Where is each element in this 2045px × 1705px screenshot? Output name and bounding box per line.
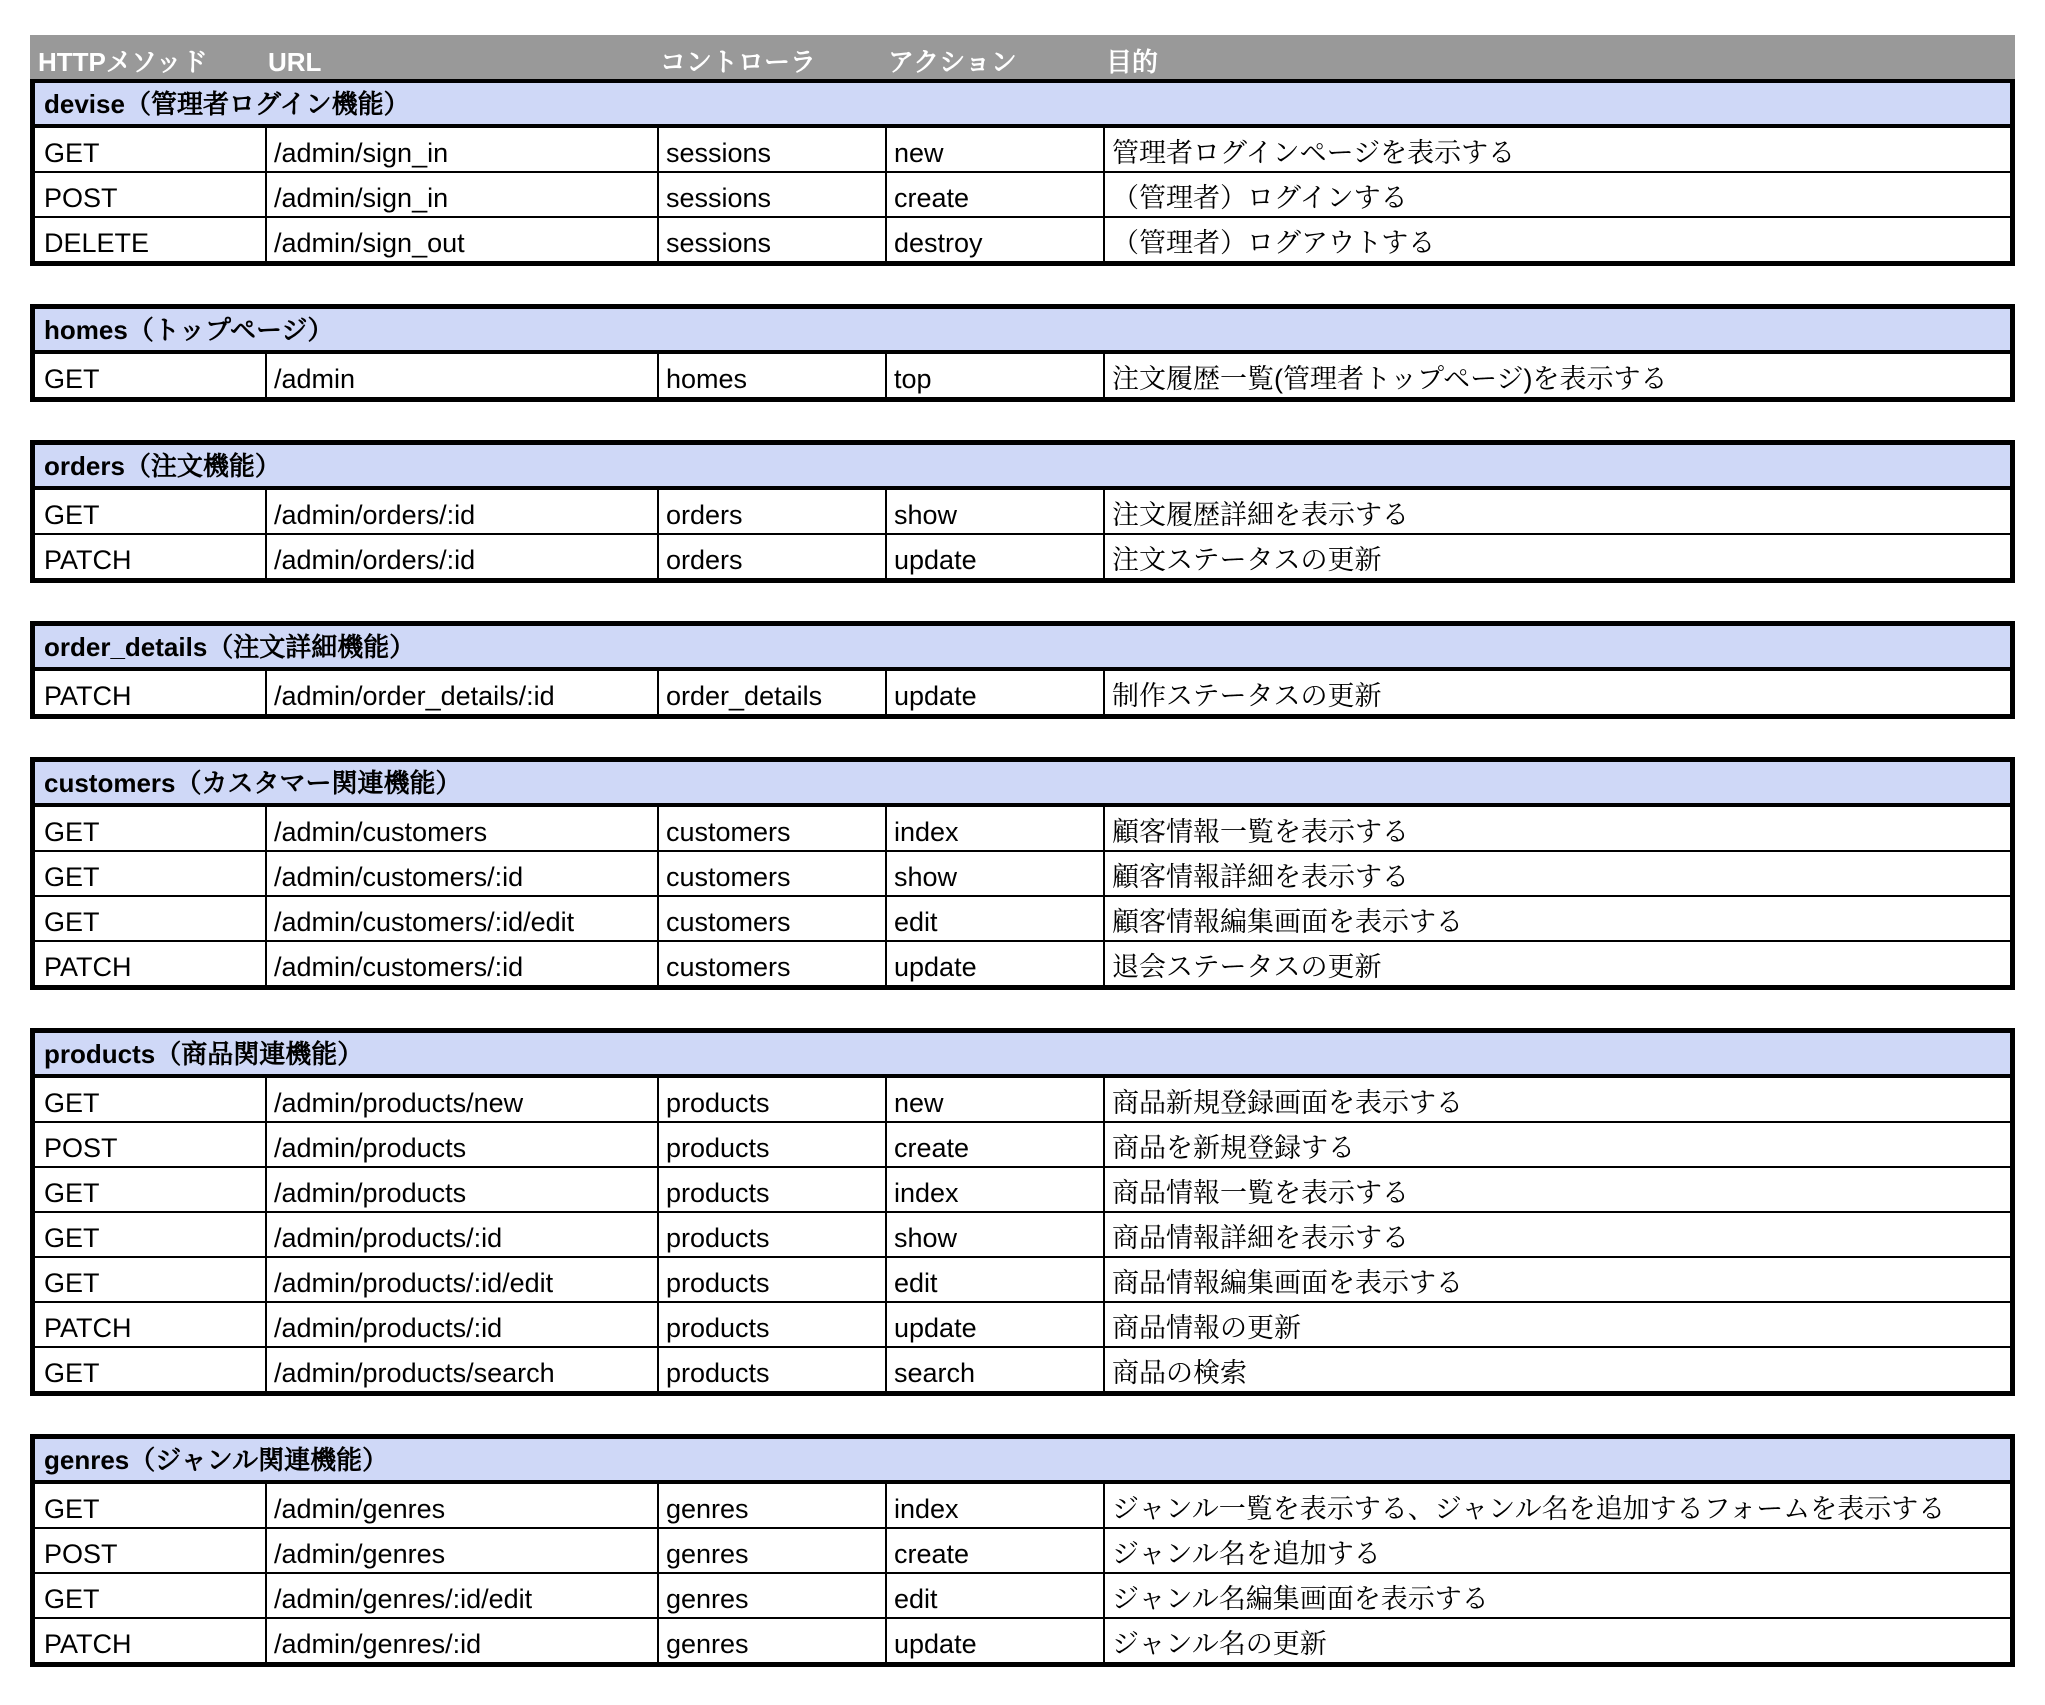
cell-action: update: [885, 942, 1103, 985]
route-section: [30, 1028, 2015, 1396]
table-row: [35, 1301, 2010, 1346]
column-header-purpose: 目的: [1106, 47, 1159, 77]
table-row: [35, 1484, 2010, 1527]
table-row: [35, 1211, 2010, 1256]
table-row: [35, 1166, 2010, 1211]
cell-controller: customers: [657, 897, 885, 940]
cell-action: edit: [885, 1258, 1103, 1301]
cell-purpose: 顧客情報詳細を表示する: [1103, 852, 2010, 895]
cell-url: /admin/sign_in: [265, 128, 657, 171]
cell-purpose: （管理者）ログアウトする: [1103, 218, 2010, 261]
cell-http-method: GET: [44, 1223, 100, 1253]
cell-purpose: 商品情報詳細を表示する: [1103, 1213, 2010, 1256]
cell-url: /admin: [265, 354, 657, 397]
cell-controller: customers: [657, 807, 885, 850]
cell-purpose: 制作ステータスの更新: [1103, 671, 2010, 714]
cell-controller: products: [657, 1258, 885, 1301]
table-row: [35, 850, 2010, 895]
cell-controller: products: [657, 1168, 885, 1211]
cell-purpose: 顧客情報編集画面を表示する: [1103, 897, 2010, 940]
cell-action: index: [885, 1484, 1103, 1527]
cell-action: destroy: [885, 218, 1103, 261]
cell-controller: sessions: [657, 128, 885, 171]
table-row: [35, 171, 2010, 216]
cell-url: /admin/orders/:id: [265, 490, 657, 533]
cell-url: /admin/genres/:id/edit: [265, 1574, 657, 1617]
cell-url: /admin/products/new: [265, 1078, 657, 1121]
cell-purpose: ジャンル名を追加する: [1103, 1529, 2010, 1572]
cell-purpose: （管理者）ログインする: [1103, 173, 2010, 216]
section-title: order_details（注文詳細機能）: [35, 626, 2010, 671]
cell-purpose: 管理者ログインページを表示する: [1103, 128, 2010, 171]
cell-url: /admin/orders/:id: [265, 535, 657, 578]
cell-action: update: [885, 1303, 1103, 1346]
cell-http-method: GET: [44, 1494, 100, 1524]
table-row: [35, 533, 2010, 578]
cell-http-method: GET: [44, 817, 100, 847]
cell-url: /admin/sign_in: [265, 173, 657, 216]
cell-purpose: 顧客情報一覧を表示する: [1103, 807, 2010, 850]
table-row: [35, 807, 2010, 850]
cell-action: update: [885, 1619, 1103, 1662]
cell-http-method: POST: [44, 1539, 118, 1569]
column-header-url: URL: [268, 47, 322, 77]
table-row: [35, 1617, 2010, 1662]
table-row: [35, 354, 2010, 397]
cell-controller: genres: [657, 1484, 885, 1527]
cell-url: /admin/customers/:id/edit: [265, 897, 657, 940]
cell-http-method: GET: [44, 1584, 100, 1614]
section-title: products（商品関連機能）: [35, 1033, 2010, 1078]
cell-controller: genres: [657, 1619, 885, 1662]
cell-action: edit: [885, 1574, 1103, 1617]
cell-url: /admin/customers/:id: [265, 852, 657, 895]
table-row: [35, 1346, 2010, 1391]
cell-purpose: 注文履歴詳細を表示する: [1103, 490, 2010, 533]
cell-http-method: GET: [44, 1268, 100, 1298]
route-section: [30, 304, 2015, 402]
route-section: [30, 621, 2015, 719]
cell-http-method: GET: [44, 138, 100, 168]
table-row: [35, 490, 2010, 533]
cell-action: index: [885, 807, 1103, 850]
cell-action: update: [885, 535, 1103, 578]
section-title: devise（管理者ログイン機能）: [35, 83, 2010, 128]
cell-action: search: [885, 1348, 1103, 1391]
cell-action: edit: [885, 897, 1103, 940]
section-title: homes（トップページ）: [35, 309, 2010, 354]
cell-http-method: PATCH: [44, 952, 132, 982]
cell-action: index: [885, 1168, 1103, 1211]
cell-action: show: [885, 1213, 1103, 1256]
cell-http-method: GET: [44, 907, 100, 937]
cell-purpose: ジャンル名編集画面を表示する: [1103, 1574, 2010, 1617]
route-section: [30, 79, 2015, 266]
table-row: [35, 940, 2010, 985]
cell-controller: orders: [657, 535, 885, 578]
cell-controller: customers: [657, 942, 885, 985]
table-row: [35, 1078, 2010, 1121]
cell-url: /admin/genres: [265, 1484, 657, 1527]
cell-purpose: 注文履歴一覧(管理者トップページ)を表示する: [1103, 354, 2010, 397]
cell-purpose: 商品情報一覧を表示する: [1103, 1168, 2010, 1211]
cell-http-method: GET: [44, 862, 100, 892]
cell-http-method: PATCH: [44, 1629, 132, 1659]
cell-url: /admin/products: [265, 1123, 657, 1166]
cell-http-method: PATCH: [44, 545, 132, 575]
cell-url: /admin/customers: [265, 807, 657, 850]
cell-purpose: ジャンル名の更新: [1103, 1619, 2010, 1662]
cell-url: /admin/products/search: [265, 1348, 657, 1391]
cell-controller: sessions: [657, 218, 885, 261]
column-header-action: アクション: [888, 47, 1017, 77]
route-section: [30, 1434, 2015, 1667]
cell-action: create: [885, 1529, 1103, 1572]
cell-controller: products: [657, 1303, 885, 1346]
route-section: [30, 757, 2015, 990]
cell-purpose: 商品情報の更新: [1103, 1303, 2010, 1346]
cell-purpose: 商品情報編集画面を表示する: [1103, 1258, 2010, 1301]
cell-url: /admin/products/:id: [265, 1213, 657, 1256]
table-row: [35, 1572, 2010, 1617]
table-row: [35, 128, 2010, 171]
cell-url: /admin/products: [265, 1168, 657, 1211]
section-title: orders（注文機能）: [35, 445, 2010, 490]
routes-sheet: [30, 35, 2015, 1705]
route-sections: [30, 79, 2015, 1667]
cell-action: create: [885, 173, 1103, 216]
cell-purpose: 退会ステータスの更新: [1103, 942, 2010, 985]
cell-controller: sessions: [657, 173, 885, 216]
table-row: [35, 1121, 2010, 1166]
column-header-controller: コントローラ: [660, 47, 817, 77]
table-row: [35, 216, 2010, 261]
cell-controller: customers: [657, 852, 885, 895]
table-row: [35, 1527, 2010, 1572]
cell-controller: homes: [657, 354, 885, 397]
cell-http-method: DELETE: [44, 228, 150, 258]
cell-url: /admin/order_details/:id: [265, 671, 657, 714]
cell-http-method: POST: [44, 1133, 118, 1163]
cell-action: show: [885, 490, 1103, 533]
cell-url: /admin/genres/:id: [265, 1619, 657, 1662]
cell-purpose: ジャンル一覧を表示する、ジャンル名を追加するフォームを表示する: [1103, 1484, 2010, 1527]
section-title: genres（ジャンル関連機能）: [35, 1439, 2010, 1484]
route-section: [30, 440, 2015, 583]
cell-http-method: GET: [44, 1178, 100, 1208]
cell-url: /admin/sign_out: [265, 218, 657, 261]
cell-controller: products: [657, 1213, 885, 1256]
cell-url: /admin/products/:id/edit: [265, 1258, 657, 1301]
cell-http-method: GET: [44, 364, 100, 394]
cell-controller: order_details: [657, 671, 885, 714]
cell-controller: genres: [657, 1574, 885, 1617]
cell-action: new: [885, 1078, 1103, 1121]
cell-url: /admin/customers/:id: [265, 942, 657, 985]
cell-controller: products: [657, 1123, 885, 1166]
cell-purpose: 商品新規登録画面を表示する: [1103, 1078, 2010, 1121]
cell-action: show: [885, 852, 1103, 895]
cell-http-method: POST: [44, 183, 118, 213]
cell-action: create: [885, 1123, 1103, 1166]
cell-controller: products: [657, 1348, 885, 1391]
column-header-bar: [30, 35, 2015, 79]
table-row: [35, 1256, 2010, 1301]
table-row: [35, 671, 2010, 714]
cell-purpose: 商品の検索: [1103, 1348, 2010, 1391]
cell-controller: products: [657, 1078, 885, 1121]
cell-action: new: [885, 128, 1103, 171]
cell-http-method: PATCH: [44, 681, 132, 711]
section-title: customers（カスタマー関連機能）: [35, 762, 2010, 807]
cell-http-method: GET: [44, 1358, 100, 1388]
cell-controller: orders: [657, 490, 885, 533]
cell-purpose: 注文ステータスの更新: [1103, 535, 2010, 578]
cell-url: /admin/products/:id: [265, 1303, 657, 1346]
cell-action: top: [885, 354, 1103, 397]
cell-url: /admin/genres: [265, 1529, 657, 1572]
cell-http-method: GET: [44, 500, 100, 530]
cell-http-method: PATCH: [44, 1313, 132, 1343]
cell-controller: genres: [657, 1529, 885, 1572]
cell-action: update: [885, 671, 1103, 714]
column-header-http-method: HTTPメソッド: [38, 47, 208, 77]
table-row: [35, 895, 2010, 940]
cell-purpose: 商品を新規登録する: [1103, 1123, 2010, 1166]
cell-http-method: GET: [44, 1088, 100, 1118]
